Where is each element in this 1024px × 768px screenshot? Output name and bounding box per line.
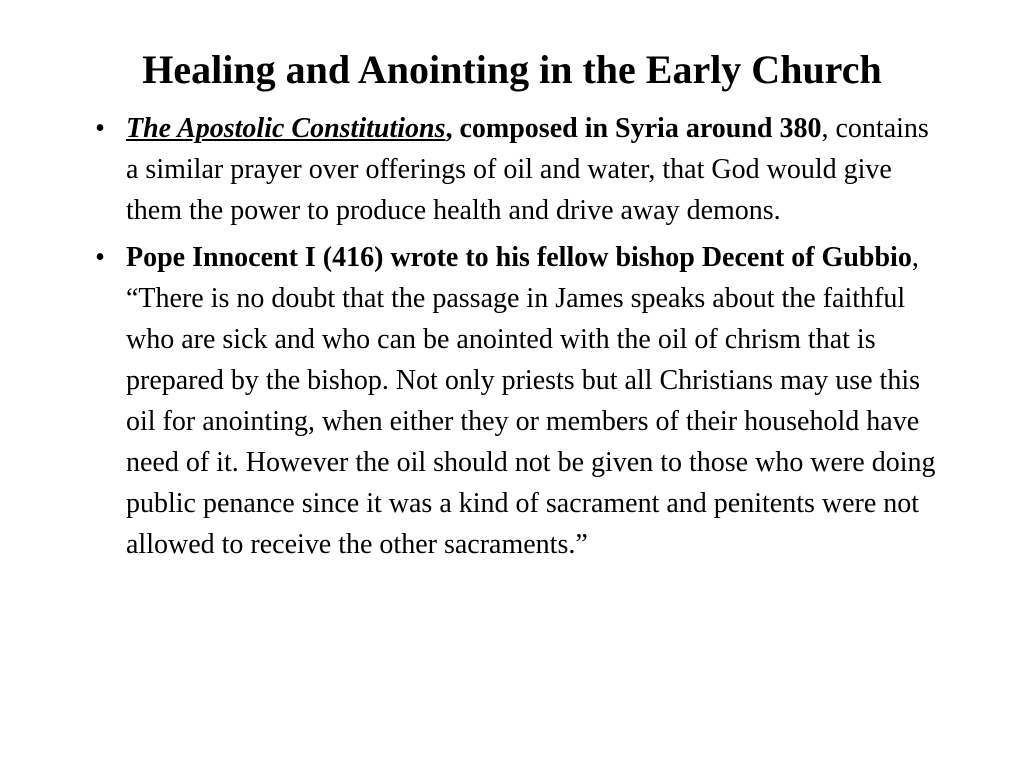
work-title: The Apostolic Constitutions	[126, 113, 446, 144]
bullet-text: , contains a similar prayer over offerings of oil and water, that God would give them the power to produce health and drive away demons.	[126, 113, 929, 226]
bullet-lead-bold: , composed in Syria around 380	[445, 113, 822, 144]
bullet-list	[90, 108, 940, 571]
bullet-lead-bold: Pope Innocent I (416) wrote to his fellow bishop Decent of Gubbio	[126, 242, 912, 273]
bullet-text: , “There is no doubt that the passage in James speaks about the faithful who are sick and who can be anointed with the oil of chrism that is prepared by the bishop. Not only priests but all Christians may use this oil for anointing, when either they or members of their household have need of it. However the oil should not be given to those who were doing public penance since it was a kind of sacrament and penitents were not allowed to receive the other sacraments.”	[126, 242, 936, 560]
bullet-dot-icon: •	[95, 113, 105, 144]
slide-title: Healing and Anointing in the Early Church	[142, 47, 882, 92]
bullet-dot-icon: •	[95, 242, 105, 273]
bullet-item-pope-innocent	[90, 237, 940, 565]
bullet-item-apostolic-constitutions	[90, 108, 940, 231]
